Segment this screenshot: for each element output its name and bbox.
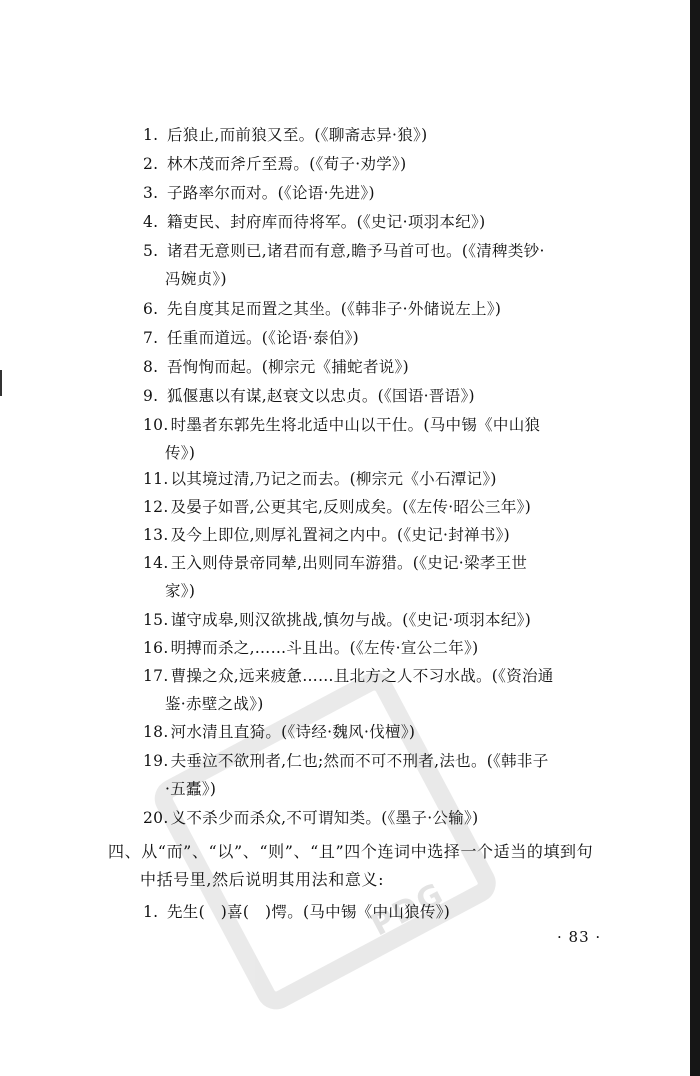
item-text: 诸君无意则已,诸君而有意,瞻予马首可也。(《清稗类钞· (167, 242, 545, 260)
watermark-label: PDG (365, 876, 451, 944)
item-number: 2. (143, 155, 159, 173)
item-number: 16. (143, 639, 169, 657)
list-item (143, 295, 643, 323)
list-item (143, 747, 643, 803)
item-text: 吾恂恂而起。(柳宗元《捕蛇者说》) (167, 358, 409, 376)
item-text: 以其境过清,乃记之而去。(柳宗元《小石潭记》) (170, 470, 497, 488)
list-item (143, 237, 643, 293)
item-text: 明搏而杀之,……斗且出。(《左传·宣公二年》) (170, 639, 479, 657)
item-number: 3. (143, 184, 159, 202)
list-item (143, 179, 643, 207)
list-item (143, 208, 643, 236)
item-number: 7. (143, 329, 159, 347)
item-number: 6. (143, 300, 159, 318)
item-number: 11. (143, 470, 169, 488)
item-text-continued: 冯婉贞》) (165, 270, 227, 288)
list-item (143, 150, 643, 178)
item-number: 14. (143, 554, 169, 572)
section-heading-line: 四、从“而”、“以”、“则”、“且”四个连词中选择一个适当的填到句 (108, 842, 594, 861)
item-text: 河水清且直猗。(《诗经·魏风·伐檀》) (170, 723, 416, 741)
list-item (143, 804, 643, 832)
item-number: 9. (143, 387, 159, 405)
page-number: · 83 · (557, 928, 602, 946)
item-text: 时墨者东郭先生将北适中山以干仕。(马中锡《中山狼 (170, 416, 541, 434)
item-text: 及今上即位,则厚礼置祠之内中。(《史记·封禅书》) (170, 526, 511, 544)
list-item (143, 718, 643, 746)
list-item (143, 382, 643, 410)
item-number: 1. (143, 903, 159, 921)
list-item (143, 662, 643, 718)
item-text-continued: 鉴·赤壁之战》) (165, 695, 264, 713)
item-text-continued: 传》) (165, 444, 196, 462)
item-number: 18. (143, 723, 169, 741)
list-item (143, 549, 643, 605)
list-item (143, 324, 643, 352)
item-number: 1. (143, 126, 159, 144)
list-item (143, 521, 643, 549)
item-text: 子路率尔而对。(《论语·先进》) (167, 184, 375, 202)
list-item (143, 353, 643, 381)
list-item (143, 493, 643, 521)
item-text: 籍吏民、封府库而待将军。(《史记·项羽本纪》) (167, 213, 486, 231)
item-number: 19. (143, 752, 169, 770)
item-number: 10. (143, 416, 169, 434)
section-heading-line-continued: 中括号里,然后说明其用法和意义: (140, 870, 385, 889)
item-number: 4. (143, 213, 159, 231)
list-item (143, 121, 643, 149)
page-edge-shadow (690, 0, 700, 1076)
item-text: 曹操之众,远来疲惫……且北方之人不习水战。(《资治通 (170, 667, 554, 685)
item-number: 12. (143, 498, 169, 516)
item-text: 先自度其足而置之其坐。(《韩非子·外储说左上》) (167, 300, 502, 318)
item-text: 林木茂而斧斤至焉。(《荀子·劝学》) (167, 155, 407, 173)
item-text-continued: 家》) (165, 582, 196, 600)
list-item (143, 634, 643, 662)
item-text: 王入则侍景帝同辇,出则同车游猎。(《史记·梁孝王世 (170, 554, 528, 572)
item-text-continued: ·五蠹》) (165, 780, 217, 798)
item-number: 13. (143, 526, 169, 544)
section-heading (108, 838, 638, 894)
item-text: 后狼止,而前狼又至。(《聊斋志异·狼》) (167, 126, 428, 144)
item-text: 义不杀少而杀众,不可谓知类。(《墨子·公输》) (170, 809, 479, 827)
exercise-text: 先生( )喜( )愕。(马中锡《中山狼传》) (167, 903, 451, 921)
item-number: 17. (143, 667, 169, 685)
item-number: 20. (143, 809, 169, 827)
margin-mark (0, 370, 2, 396)
item-text: 谨守成皋,则汉欲挑战,慎勿与战。(《史记·项羽本纪》) (170, 611, 532, 629)
item-text: 任重而道远。(《论语·泰伯》) (167, 329, 360, 347)
item-number: 8. (143, 358, 159, 376)
exercise-item (143, 898, 643, 926)
item-number: 15. (143, 611, 169, 629)
list-item (143, 465, 643, 493)
list-item (143, 606, 643, 634)
item-text: 狐偃惠以有谋,赵衰文以忠贞。(《国语·晋语》) (167, 387, 475, 405)
item-text: 夫垂泣不欲刑者,仁也;然而不可不刑者,法也。(《韩非子 (170, 752, 549, 770)
item-number: 5. (143, 242, 159, 260)
item-text: 及晏子如晋,公更其宅,反则成矣。(《左传·昭公三年》) (170, 498, 532, 516)
list-item (143, 411, 643, 467)
